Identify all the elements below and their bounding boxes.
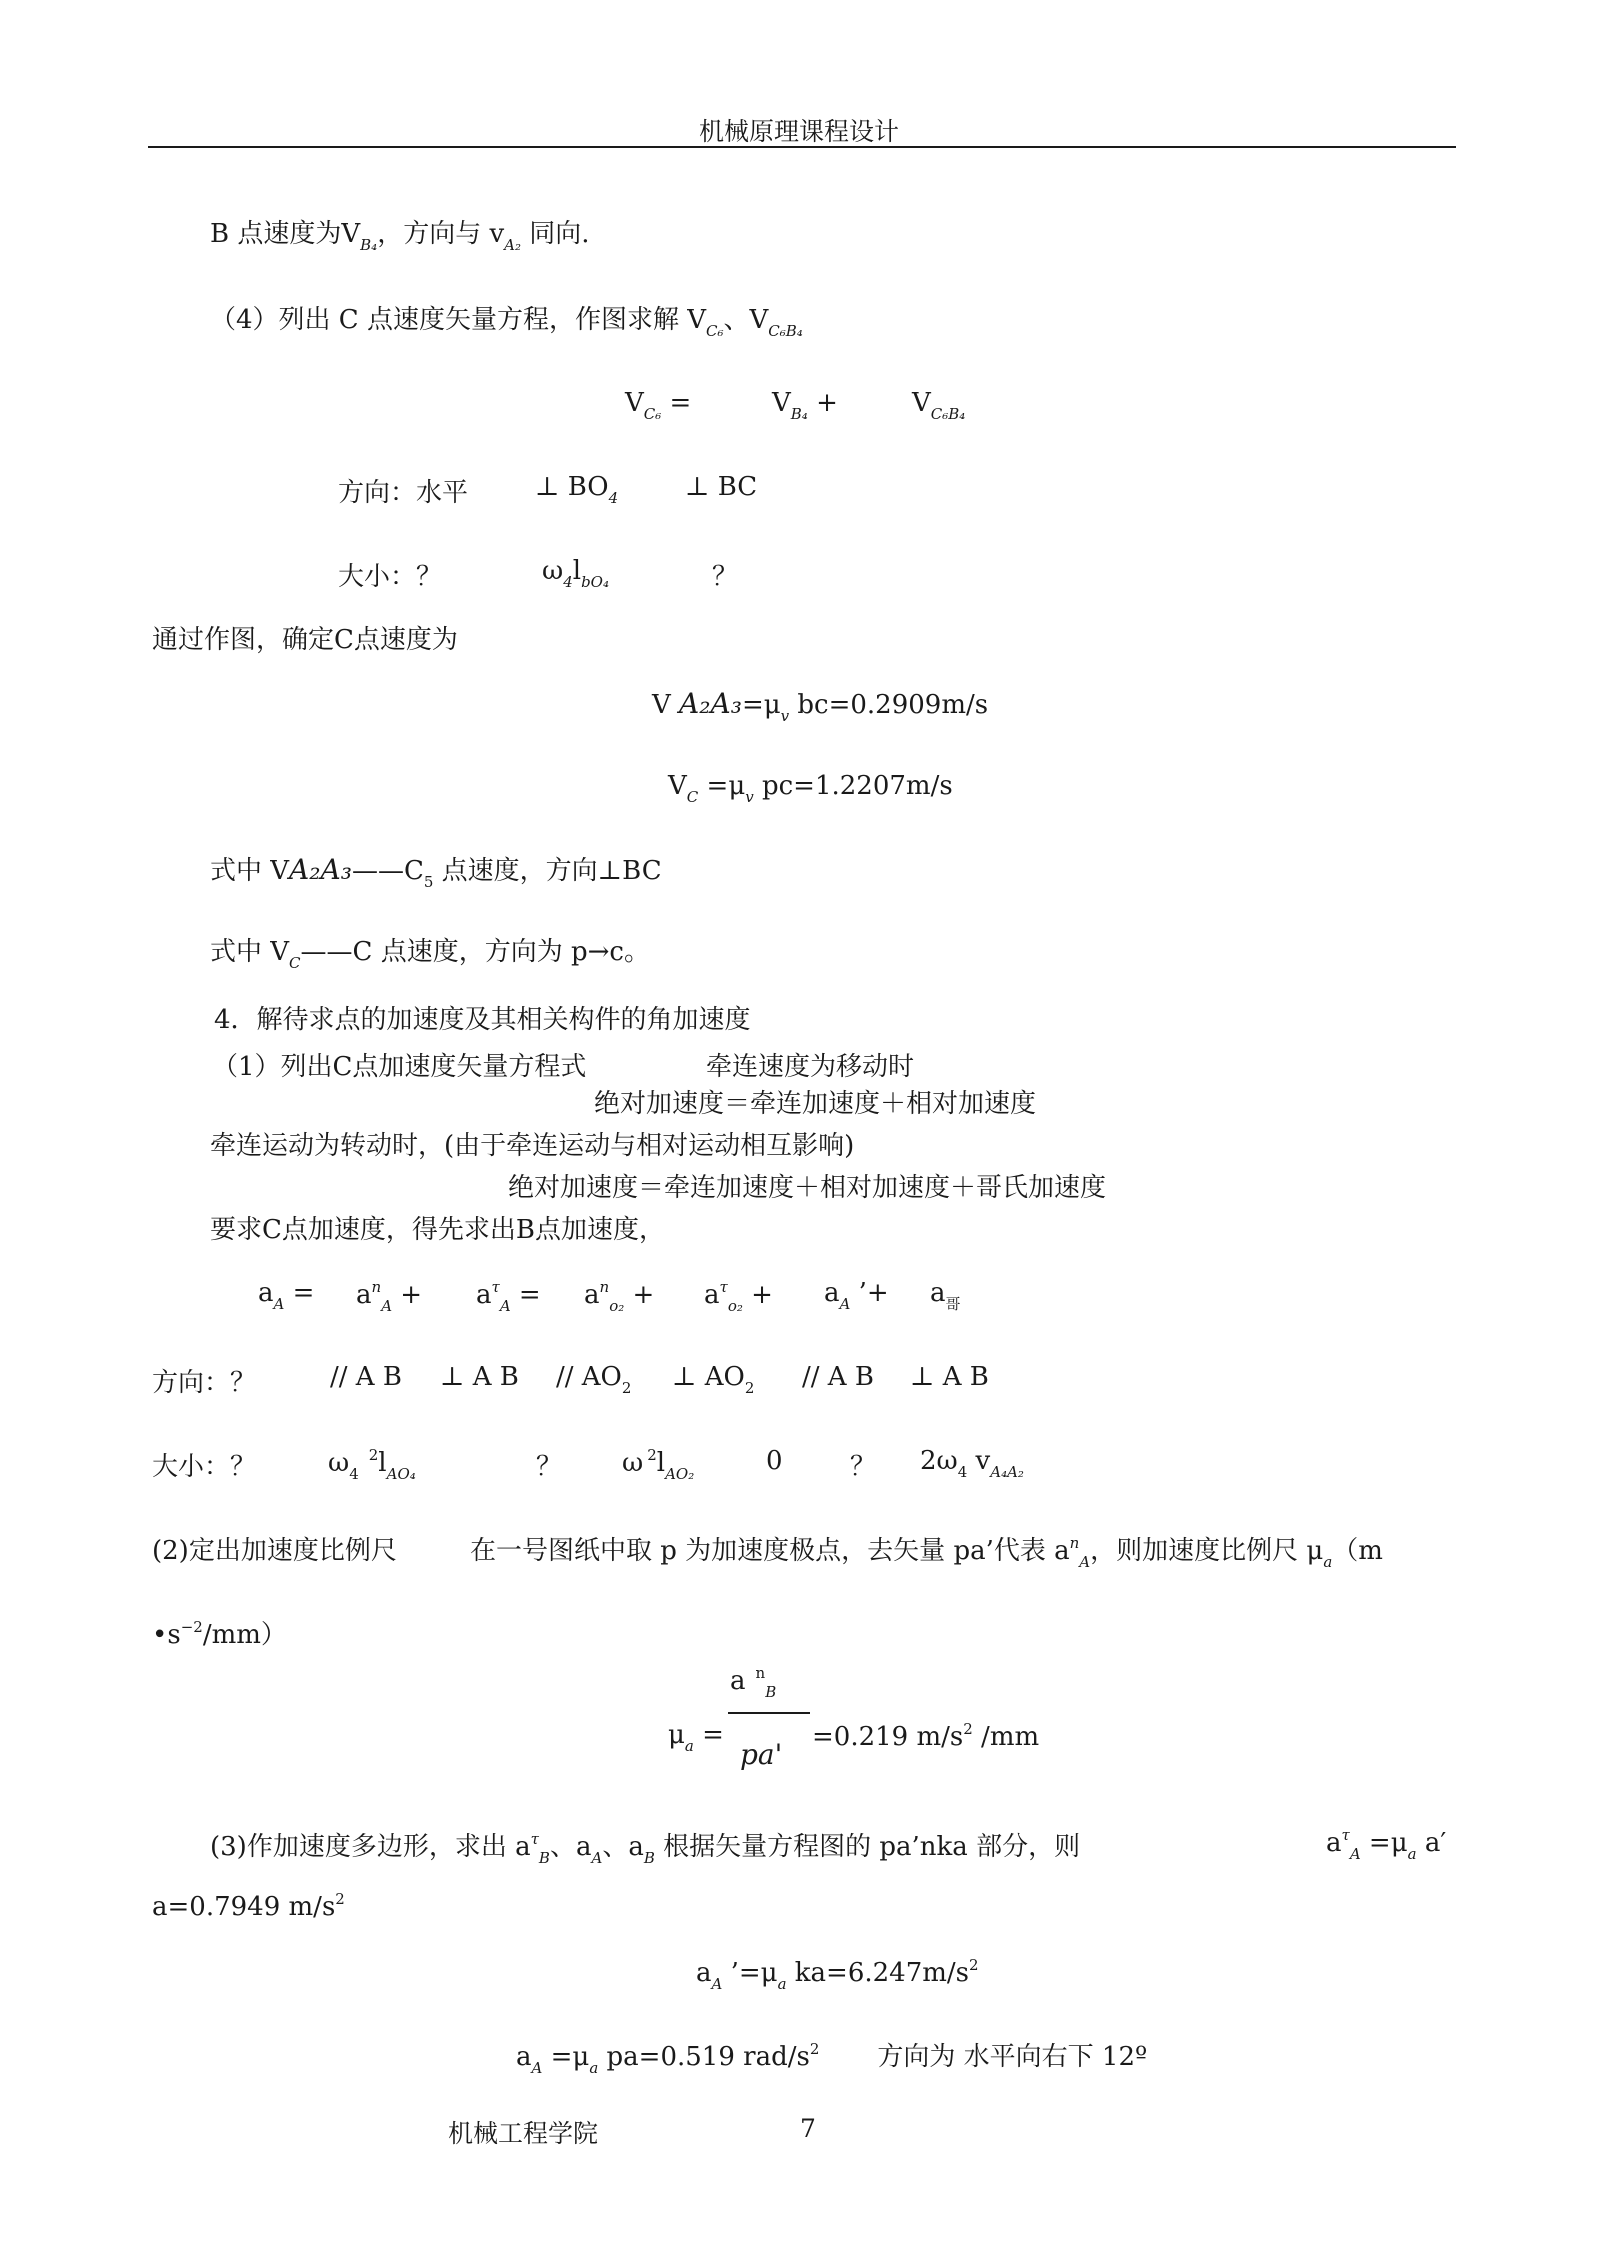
acceleration-a-equation: $a_A =\mu_a$ pa=0.519 rad/$s^2$ 方向为 水平向右下 12º bbox=[516, 2040, 1148, 2077]
document-page: 机械原理课程设计 B 点速度为$V_{B_4}$，方向与 $v_{A_2}$ 同向. （4）列出 C 点速度矢量方程，作图求解 $V_{C_6}$、$V_{C_6B_4}$ $V_{C_6}$ = $V_{B_4}$ + $V_{C_6B_4}$ 方向：水平 ⊥ $BO_4$ ⊥ BC 大小：？ $\omega_4l_{bO_4}$ ？ 通过作图，确定C点速度为 V $A_2A_3=\mu_v$ bc=0.2909m/s $V_C =\mu_v$ pc=1.2207m/s 式中 $VA_2A_3——C_5$ 点速度，方向⊥BC 式中 $V_C——C$ 点速度，方向为 p→c。 4．解待求点的加速度及其相关构件的角加速度 （1）列出C点加速度矢量方程式 牵连速度为移动时 绝对加速度＝牵连加速度＋相对加速度 牵连运动为转动时，(由于牵连运动与相对运动相互影响) 绝对加速度＝牵连加速度＋相对加速度＋哥氏加速度 要求C点加速度，得先求出B点加速度， $a_A$ = $a^n_A$ + $a^\tau_A$ = $a^n_{o_2}$ + $a^\tau_{o_2}$ + $a_A$ ’+ $a_哥$ 方向：？ // A B ⊥ A B // $AO_2$ ⊥ $AO_2$ // A B ⊥ A B 大小：？ $\omega_4^2l_{AO_4}$ ？ ω $^2l_{AO_2}$ 0 ？ $2\omega_4$ $v_{A_4A_2}$ (2)定出加速度比例尺 在一号图纸中取 p 为加速度极点，去矢量 pa’代表 $a^n_A$，则加速度比例尺 $\mu_a(m$ $•s^{-2}/mm$） $\mu_a$ = a $^n_B$ pa' =0.219 $m/s^2$ /mm (3)作加速度多边形，求出 $a^\tau_B$、$a_A$、$a_B$ 根据矢量方程图的 pa’nka 部分，则 $a^\tau_A =\mu_a$ a′ a=0.7949 $m/s^2$ $a_A$ $’=\mu_a$ $ka=6.247m/s^2$ $a_A =\mu_a$ pa=0.519 rad/$s^2$ 方向为 水平向右下 12º 机械工程学院 7 bbox=[0, 0, 1598, 2246]
footer-page-number: 7 bbox=[800, 2114, 816, 2143]
section-4-heading: 4．解待求点的加速度及其相关构件的角加速度 bbox=[214, 1005, 751, 1035]
rotation-line: 牵连运动为转动时，(由于牵连运动与相对运动相互影响) bbox=[210, 1131, 855, 1161]
definition-v-a2a3: 式中 $VA_2A_3——C_5$ 点速度，方向⊥BC bbox=[210, 853, 662, 891]
velocity-b-line: B 点速度为$V_{B_4}$，方向与 $v_{A_2}$ 同向. bbox=[210, 219, 590, 254]
requirement-line: 要求C点加速度，得先求出B点加速度， bbox=[210, 1215, 666, 1245]
fraction-denominator: pa' bbox=[740, 1738, 783, 1771]
fraction-bar bbox=[728, 1712, 810, 1714]
page-header-title: 机械原理课程设计 bbox=[698, 117, 899, 146]
footer-school: 机械工程学院 bbox=[448, 2119, 599, 2148]
fraction-numerator: a $^n_B$ bbox=[730, 1664, 777, 1701]
header-rule bbox=[148, 146, 1456, 148]
step4-line: （4）列出 C 点速度矢量方程，作图求解 $V_{C_6}$、$V_{C_6B_4}$ bbox=[210, 305, 803, 340]
definition-v-c: 式中 $V_C——C$ 点速度，方向为 p→c。 bbox=[210, 937, 650, 972]
unit-line: $•s^{-2}/mm$） bbox=[152, 1618, 287, 1650]
through-drawing-line: 通过作图，确定C点速度为 bbox=[152, 625, 458, 655]
polygon-value: a=0.7949 $m/s^2$ bbox=[152, 1890, 345, 1922]
velocity-c-equation: $V_C =\mu_v$ pc=1.2207m/s bbox=[668, 771, 953, 806]
velocity-a2a3-equation: V $A_2A_3=\mu_v$ bc=0.2909m/s bbox=[652, 687, 989, 725]
relative-acceleration-equation: $a_A$ $’=\mu_a$ $ka=6.247m/s^2$ bbox=[696, 1956, 979, 1993]
relation-translation: 绝对加速度＝牵连加速度＋相对加速度 bbox=[594, 1089, 1037, 1119]
relation-rotation: 绝对加速度＝牵连加速度＋相对加速度＋哥氏加速度 bbox=[508, 1173, 1107, 1203]
